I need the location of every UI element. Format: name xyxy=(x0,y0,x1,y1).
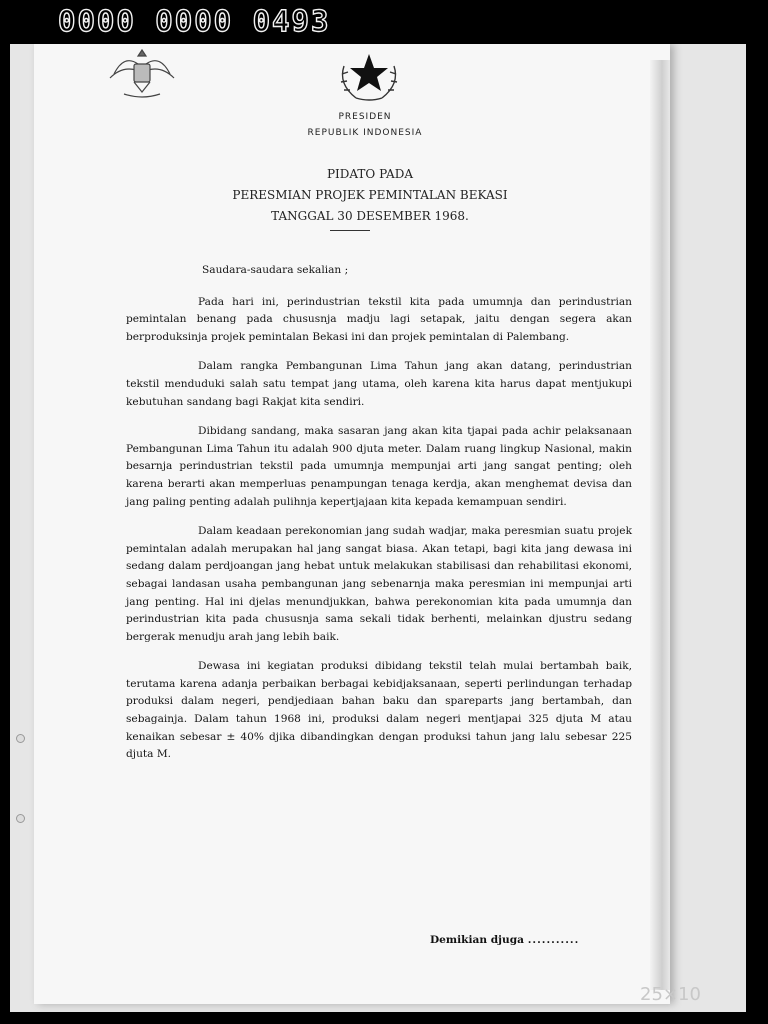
letterhead-president: PRESIDEN xyxy=(338,112,392,122)
title-underline xyxy=(330,230,370,231)
paragraph: Dalam rangka Pembangunan Lima Tahun jang akan datang, perindustrian tekstil menduduki salah satu tempat jang utama, oleh karena kita harus dapat mentjukupi kebutuhan sandang bagi Rakjat kita sendiri. xyxy=(126,360,632,408)
letterhead-republic: REPUBLIK INDONESIA xyxy=(307,128,423,138)
star-wreath-seal-icon xyxy=(330,44,408,104)
speech-title xyxy=(180,164,560,227)
page-edge-fold xyxy=(650,60,670,990)
punch-hole xyxy=(16,814,25,823)
paragraph: Pada hari ini, perindustrian tekstil kita pada umumnja dan perindustrian pemintalan benang pada chususnja madju lagi setapak, jaitu dengan segera akan berproduksinja projek pemintalan Bekasi ini dan projek pemintalan di Palembang. xyxy=(126,295,632,343)
salutation: Saudara-saudara sekalian ; xyxy=(202,264,349,276)
film-scale-mark: 25×10 xyxy=(640,984,701,1005)
title-line-1: PIDATO PADA xyxy=(326,167,414,181)
closing-line xyxy=(430,934,630,946)
paragraph: Dibidang sandang, maka sasaran jang akan kita tjapai pada achir pelaksanaan Pembangunan Lima Tahun itu adalah 900 djuta meter. Dalam ruang lingkup Nasional, makin besarnja perindustrian tekstil pada umumnja mempunjai arti jang sangat penting; oleh karena berarti akan memperluas penampungan tenaga kerdja, akan menghemat devisa dan jang paling penting adalah pulihnja kepertjajaan kita kepada kemampuan sendiri. xyxy=(126,425,632,508)
closing-text: Demikian djuga xyxy=(430,934,524,946)
punch-hole xyxy=(16,734,25,743)
speech-body xyxy=(126,262,632,776)
paragraph: Dewasa ini kegiatan produksi dibidang tekstil telah mulai bertambah baik, terutama karena adanja perbaikan berbagai kebidjaksanaan, seperti perlindungan terhadap produksi dalam negeri, pendjediaan bahan baku dan spareparts jang bertambah, dan sebagainja. Dalam tahun 1968 ini, produksi dalam negeri mentjapai 325 djuta M atau kenaikan sebesar ± 40% djika dibandingkan dengan produksi tahun jang lalu sebesar 225 djuta M. xyxy=(126,660,632,761)
title-line-3: TANGGAL 30 DESEMBER 1968. xyxy=(271,209,469,223)
title-line-2: PERESMIAN PROJEK PEMINTALAN BEKASI xyxy=(232,188,508,202)
film-frame-number: 0000 0000 0493 xyxy=(58,4,331,38)
garuda-emblem-icon xyxy=(104,44,180,102)
closing-dots: ........... xyxy=(527,934,580,946)
paragraph: Dalam keadaan perekonomian jang sudah wadjar, maka peresmian suatu projek pemintalan adalah merupakan hal jang sangat biasa. Akan tetapi, bagi kita jang dewasa ini sedang dalam perdjoangan jang hebat untuk melakukan stabilisasi dan rehabilitasi ekonomi, sebagai landasan usaha pembangunan jang sebenarnja maka peresmian ini mempunjai arti jang penting. Hal ini djelas menundjukkan, bahwa perekonomian kita pada umumnja dan perindustrian kita pada chususnja sama sekali tidak berhenti, melainkan djustru sedang bergerak menudju arah jang lebih baik. xyxy=(126,525,632,643)
